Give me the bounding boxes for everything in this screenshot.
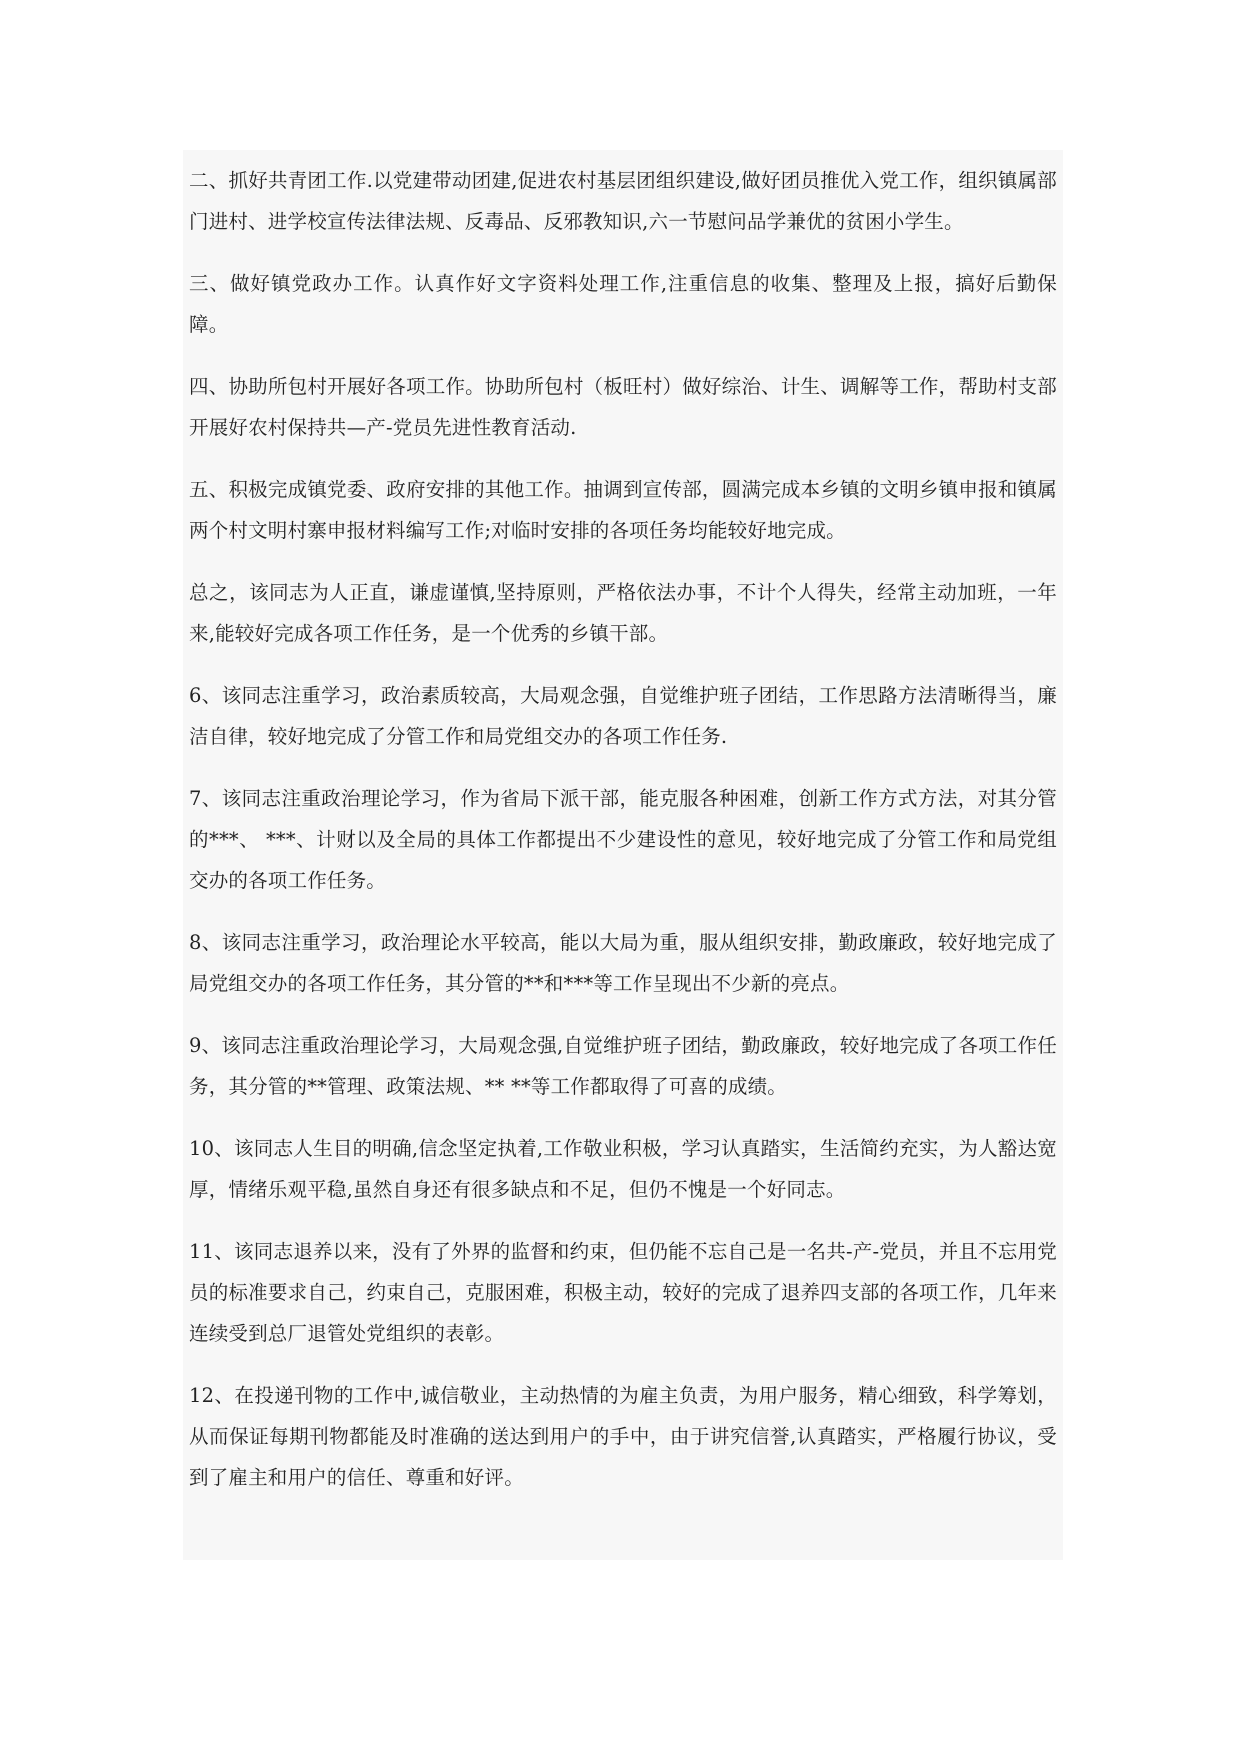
paragraph-2-youth-league: 二、抓好共青团工作.以党建带动团建,促进农村基层团组织建设,做好团员推优入党工作，组织镇属部门进村、进学校宣传法律法规、反毒品、反邪教知识,六一节慰问品学兼优的贫困小学生。 [189, 169, 1057, 233]
paragraph-item-10: 10、该同志人生目的明确,信念坚定执着,工作敬业积极，学习认真踏实，生活简约充实，为人豁达宽厚，情绪乐观平稳,虽然自身还有很多缺点和不足，但仍不愧是一个好同志。 [189, 1137, 1057, 1201]
paragraph-item-6: 6、该同志注重学习，政治素质较高，大局观念强，自觉维护班子团结，工作思路方法清晰得当，廉洁自律，较好地完成了分管工作和局党组交办的各项工作任务. [189, 684, 1057, 748]
paragraph-summary: 总之，该同志为人正直，谦虚谨慎,坚持原则，严格依法办事，不计个人得失，经常主动加班，一年来,能较好完成各项工作任务，是一个优秀的乡镇干部。 [189, 581, 1057, 645]
paragraph-item-7: 7、该同志注重政治理论学习，作为省局下派干部，能克服各种困难，创新工作方式方法，对其分管的***、 ***、计财以及全局的具体工作都提出不少建设性的意见，较好地完成了分管工作和局党组交办的各项工作任务。 [189, 787, 1057, 892]
paragraph-3-party-office: 三、做好镇党政办工作。认真作好文字资料处理工作,注重信息的收集、整理及上报，搞好后勤保障。 [189, 272, 1057, 336]
paragraph-item-8: 8、该同志注重学习，政治理论水平较高，能以大局为重，服从组织安排，勤政廉政，较好地完成了局党组交办的各项工作任务，其分管的**和***等工作呈现出不少新的亮点。 [189, 931, 1057, 995]
document-text-panel [183, 150, 1063, 1560]
paragraph-item-12: 12、在投递刊物的工作中,诚信敬业，主动热情的为雇主负责，为用户服务，精心细致，科学筹划，从而保证每期刊物都能及时准确的送达到用户的手中，由于讲究信誉,认真踏实，严格履行协议，受到了雇主和用户的信任、尊重和好评。 [189, 1384, 1057, 1489]
paragraph-5-other-work: 五、积极完成镇党委、政府安排的其他工作。抽调到宣传部，圆满完成本乡镇的文明乡镇申报和镇属两个村文明村寨申报材料编写工作;对临时安排的各项任务均能较好地完成。 [189, 478, 1057, 542]
paragraph-4-village-assist: 四、协助所包村开展好各项工作。协助所包村（板旺村）做好综治、计生、调解等工作，帮助村支部开展好农村保持共—产-党员先进性教育活动. [189, 375, 1057, 439]
paragraph-item-9: 9、该同志注重政治理论学习，大局观念强,自觉维护班子团结，勤政廉政，较好地完成了各项工作任务，其分管的**管理、政策法规、** **等工作都取得了可喜的成绩。 [189, 1034, 1057, 1098]
paragraph-item-11: 11、该同志退养以来，没有了外界的监督和约束，但仍能不忘自己是一名共-产-党员，并且不忘用党员的标准要求自己，约束自己，克服困难，积极主动，较好的完成了退养四支部的各项工作，几年来连续受到总厂退管处党组织的表彰。 [189, 1240, 1057, 1345]
